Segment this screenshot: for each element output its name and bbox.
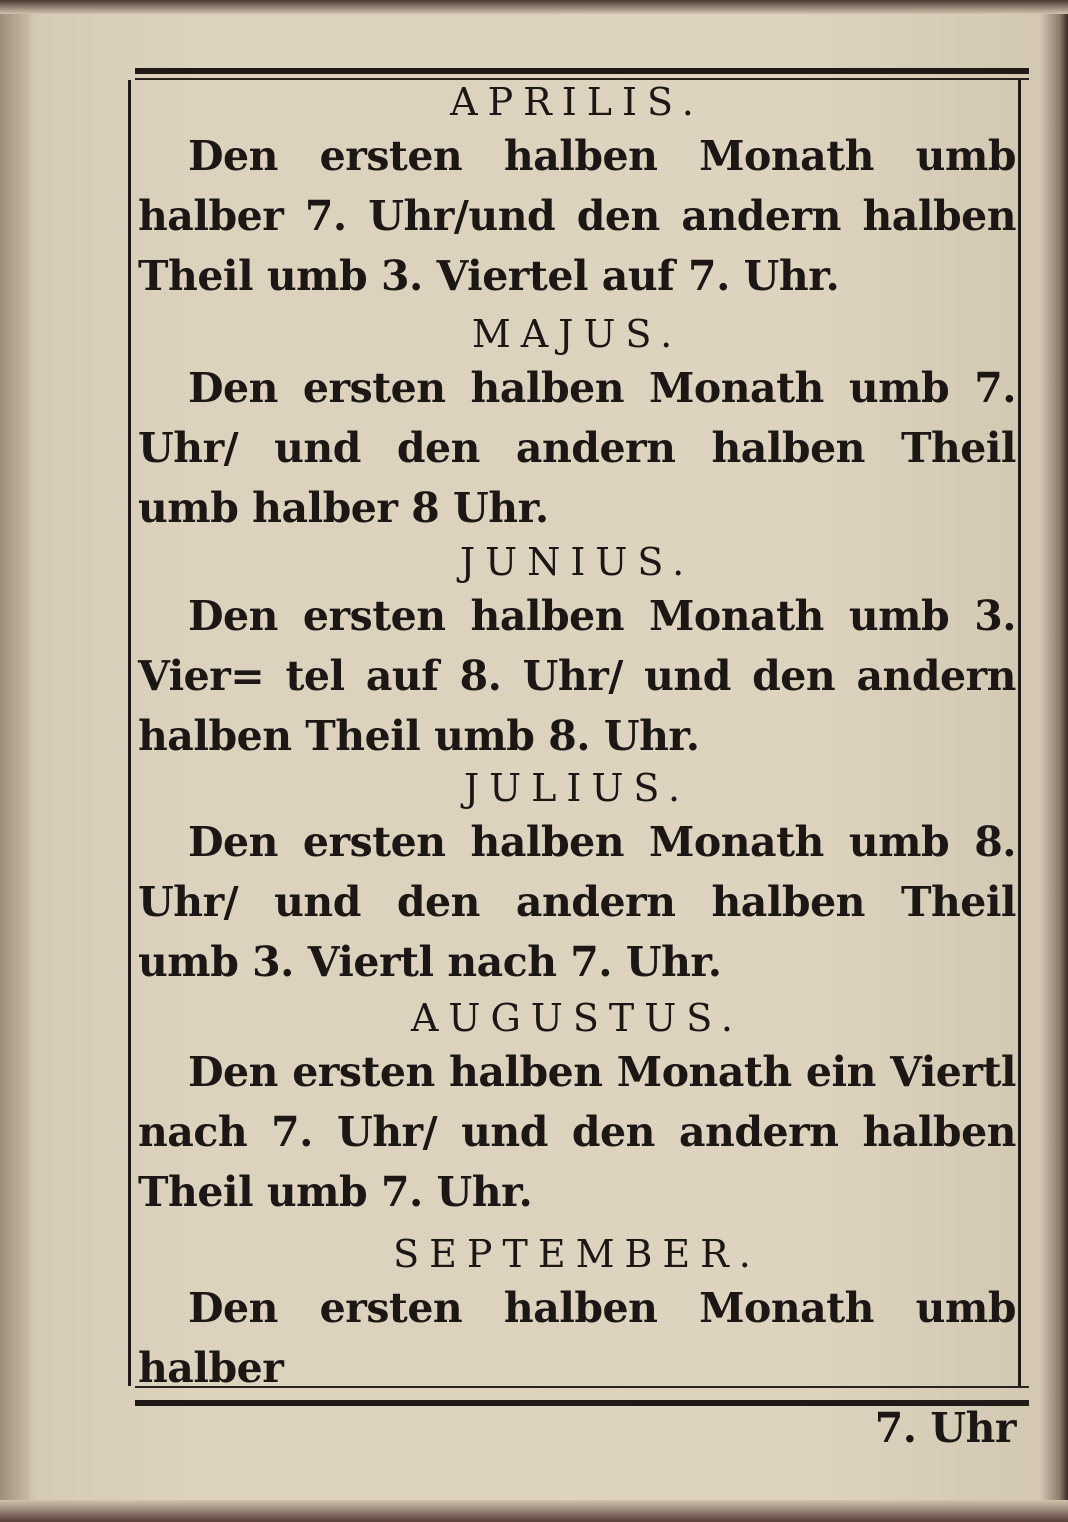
section-september xyxy=(138,1230,1016,1458)
frame-top-rule xyxy=(135,68,1029,74)
month-entry: Den ersten halben Monath ein Viertl nach 7. Uhr/ und den andern halben Theil umb 7. Uhr. xyxy=(138,1048,1016,1216)
section-aprilis xyxy=(138,78,1016,306)
month-heading: MAJUS. xyxy=(471,312,683,356)
month-heading: JUNIUS. xyxy=(459,540,695,584)
month-heading: APRILIS. xyxy=(450,80,704,124)
section-augustus xyxy=(138,994,1016,1222)
month-heading: SEPTEMBER. xyxy=(393,1232,761,1276)
month-entry: Den ersten halben Monath umb 8. Uhr/ und den andern halben Theil umb 3. Viertl nach 7. Uhr. xyxy=(138,818,1016,986)
month-entry: Den ersten halben Monath umb 3. Vier= tel auf 8. Uhr/ und den andern halben Theil umb 8. Uhr. xyxy=(138,592,1016,760)
catchword: 7. Uhr xyxy=(874,1404,1016,1452)
section-julius xyxy=(138,764,1016,992)
month-heading: JULIUS. xyxy=(463,766,691,810)
page-gutter xyxy=(0,0,30,1522)
month-entry: Den ersten halben Monath umb halber 7. Uhr/und den andern halben Theil umb 3. Viertel auf 7. Uhr. xyxy=(138,132,1016,300)
month-entry: Den ersten halben Monath umb 7. Uhr/ und den andern halben Theil umb halber 8 Uhr. xyxy=(138,364,1016,532)
month-heading: AUGUSTUS. xyxy=(410,996,743,1040)
section-majus xyxy=(138,310,1016,538)
section-junius xyxy=(138,538,1016,766)
month-entry: Den ersten halben Monath umb halber xyxy=(138,1284,1016,1392)
page-bottom-edge xyxy=(0,1500,1068,1522)
page-top-edge xyxy=(0,0,1068,14)
frame-left-rule xyxy=(128,80,131,1386)
frame-right-rule xyxy=(1018,80,1021,1386)
